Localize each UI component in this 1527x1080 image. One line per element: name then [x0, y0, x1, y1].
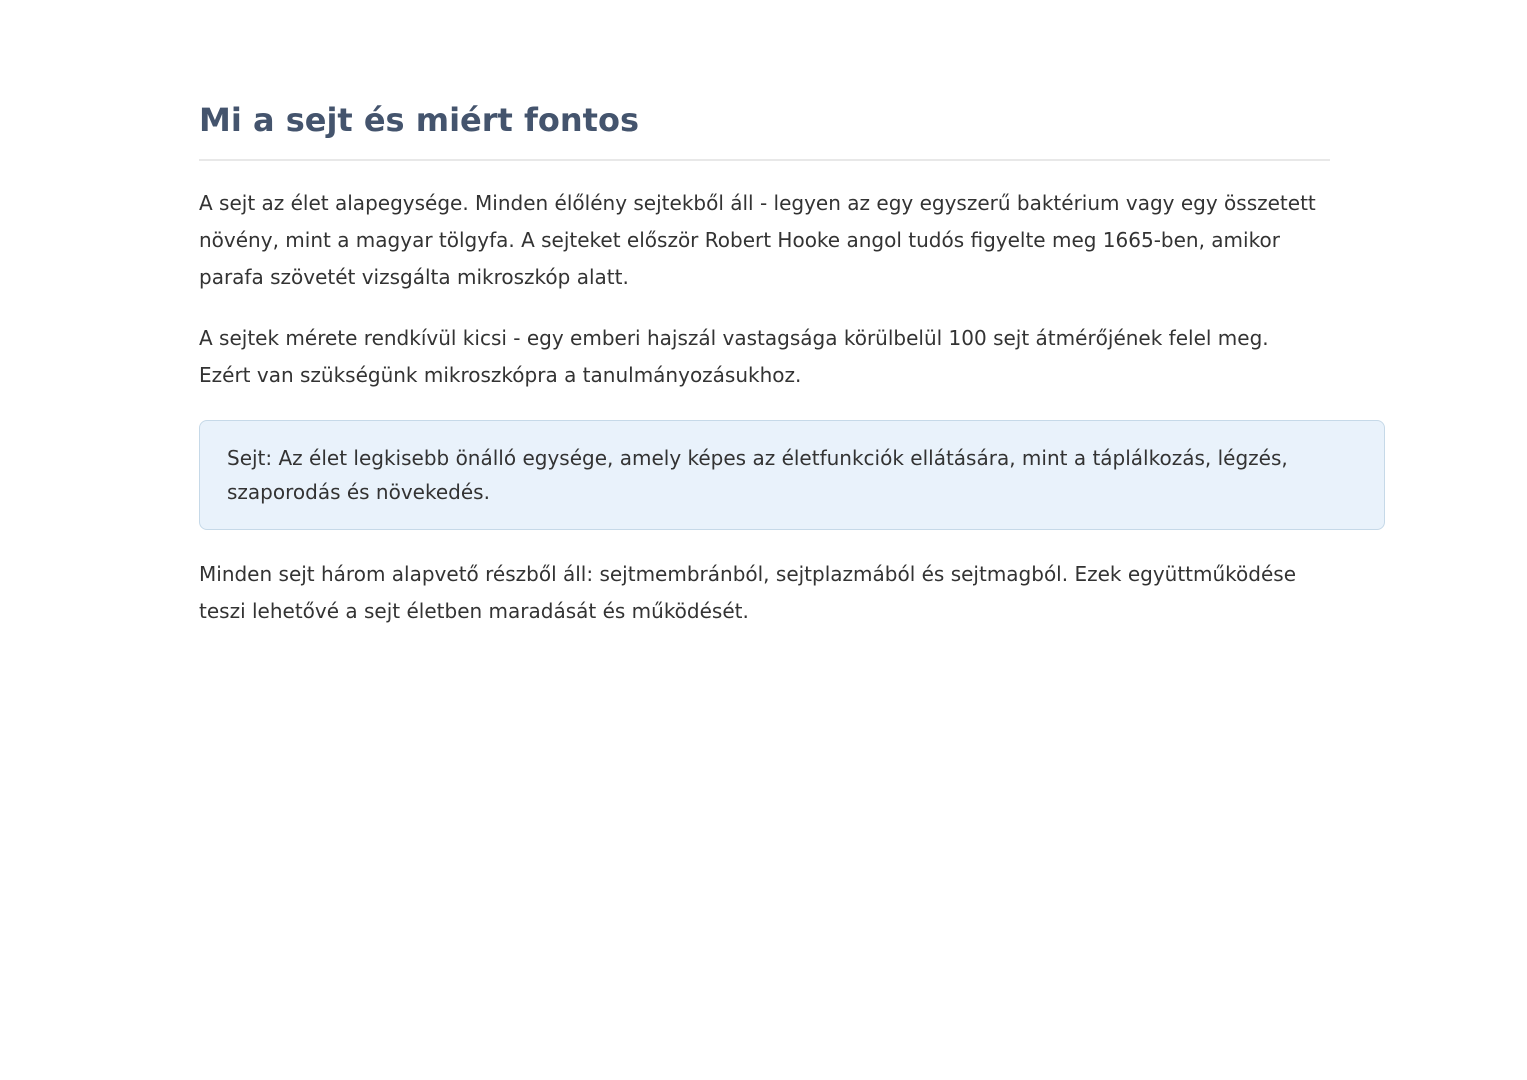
cell-size-paragraph: A sejtek mérete rendkívül kicsi - egy emberi hajszál vastagsága körülbelül 100 sejt átmérőjének felel meg. Ezért van szükségünk mikroszkópra a tanulmányozásukhoz.	[199, 326, 1269, 387]
heading-divider	[199, 159, 1330, 161]
definition-callout	[199, 420, 1385, 530]
intro-paragraph: A sejt az élet alapegysége. Minden élőlény sejtekből áll - legyen az egy egyszerű baktérium vagy egy összetett növény, mint a magyar tölgyfa. A sejteket először Robert Hooke angol tudós figyelte meg 1665-ben, amikor parafa szövetét vizsgálta mikroszkóp alatt.	[199, 191, 1316, 289]
definition-text: Sejt: Az élet legkisebb önálló egysége, amely képes az életfunkciók ellátására, mint a táplálkozás, légzés, szaporodás és növekedés.	[227, 446, 1288, 504]
closing-paragraph: Minden sejt három alapvető részből áll: sejtmembránból, sejtplazmából és sejtmagból. Ezek együttműködése teszi lehetővé a sejt életben maradását és működését.	[199, 562, 1297, 623]
page-title: Mi a sejt és miért fontos	[199, 101, 639, 139]
